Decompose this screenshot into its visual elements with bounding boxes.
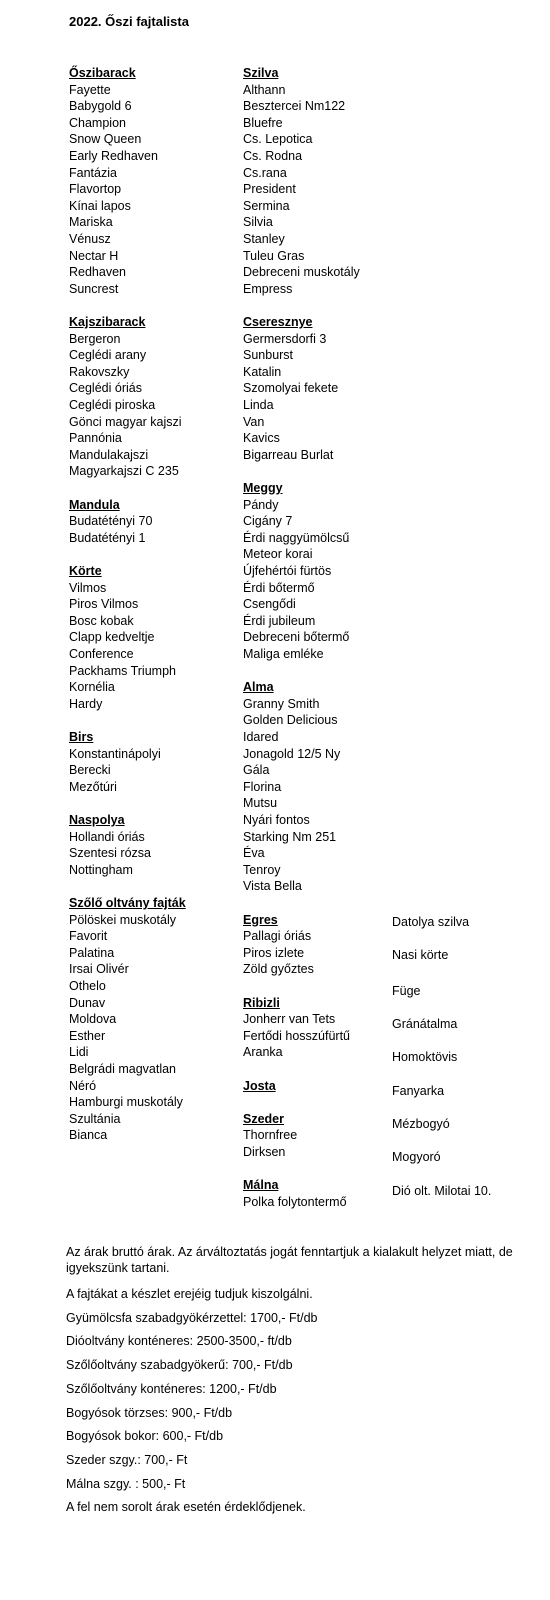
variety-item: Fertődi hosszúfürtű: [243, 1028, 350, 1043]
variety-item: Snow Queen: [69, 132, 142, 147]
variety-item: Linda: [243, 398, 274, 412]
price-note: Bogyósok törzses: 900,- Ft/db: [66, 1405, 233, 1420]
variety-item: Cs. Lepotica: [243, 132, 313, 147]
price-note: A fel nem sorolt árak esetén érdeklődjenek.: [66, 1500, 306, 1515]
variety-item: Othelo: [69, 979, 106, 993]
variety-item: Aranka: [243, 1045, 283, 1060]
variety-item: Budatétényi 70: [69, 514, 153, 529]
variety-item: Vénusz: [69, 232, 111, 246]
variety-item: Idared: [243, 730, 279, 744]
extra-variety-item: Fanyarka: [392, 1084, 445, 1098]
variety-item: Mariska: [69, 215, 113, 230]
section-heading: Mandula: [69, 497, 120, 512]
variety-item: Fayette: [69, 82, 111, 97]
variety-item: Sermina: [243, 198, 290, 213]
extra-variety-item: Datolya szilva: [392, 915, 470, 929]
variety-item: Meteor korai: [243, 547, 313, 562]
extra-variety-item: Füge: [392, 984, 421, 998]
variety-item: Hamburgi muskotály: [69, 1095, 183, 1110]
variety-item: Gála: [243, 763, 270, 778]
extra-variety-item: Nasi körte: [392, 948, 449, 962]
price-note: Szeder szgy.: 700,- Ft: [66, 1452, 188, 1467]
variety-item: Irsai Olivér: [69, 962, 129, 977]
variety-item: Szomolyai fekete: [243, 381, 339, 396]
variety-item: Hardy: [69, 696, 103, 711]
variety-item: Bluefre: [243, 115, 283, 130]
variety-item: Dunav: [69, 995, 106, 1010]
variety-item: Bosc kobak: [69, 613, 134, 628]
section-heading: Cseresznye: [243, 315, 313, 329]
page-title: 2022. Őszi fajtalista: [69, 14, 189, 29]
variety-item: Konstantinápolyi: [69, 746, 161, 761]
variety-item: Érdi naggyümölcsű: [243, 530, 350, 545]
variety-item: Lidi: [69, 1045, 89, 1060]
variety-item: Magyarkajszi C 235: [69, 464, 179, 479]
variety-item: Jonagold 12/5 Ny: [243, 746, 341, 761]
variety-item: Germersdorfi 3: [243, 331, 327, 346]
variety-item: Mandulakajszi: [69, 447, 149, 462]
variety-item: Thornfree: [243, 1128, 298, 1143]
variety-item: Csengődi: [243, 597, 296, 612]
variety-item: Van: [243, 414, 265, 429]
variety-item: Besztercei Nm122: [243, 99, 346, 114]
section-heading: Alma: [243, 680, 274, 695]
variety-item: Favorit: [69, 929, 108, 944]
section-heading: Szeder: [243, 1111, 284, 1126]
variety-item: Debreceni bőtermő: [243, 630, 350, 645]
variety-item: Polka folytontermő: [243, 1194, 347, 1209]
variety-item: Katalin: [243, 364, 282, 379]
variety-item: Kínai lapos: [69, 198, 131, 213]
price-note: Szőlőoltvány szabadgyökerű: 700,- Ft/db: [66, 1358, 293, 1373]
price-note: Szőlőoltvány konténeres: 1200,- Ft/db: [66, 1381, 277, 1396]
variety-item: Kavics: [243, 431, 280, 446]
extra-variety-item: Dió olt. Milotai 10.: [392, 1184, 492, 1198]
variety-item: Bigarreau Burlat: [243, 447, 334, 462]
variety-item: Újfehértói fürtös: [243, 564, 332, 578]
variety-item: Vilmos: [69, 580, 107, 595]
variety-item: Piros izlete: [243, 945, 305, 960]
variety-item: Packhams Triumph: [69, 663, 176, 678]
variety-item: Golden Delicious: [243, 713, 338, 728]
section-heading: Naspolya: [69, 813, 125, 827]
variety-item: Palatina: [69, 945, 115, 960]
variety-item: Nottingham: [69, 862, 133, 877]
variety-item: Redhaven: [69, 265, 126, 280]
variety-item: Sunburst: [243, 348, 294, 363]
variety-item: Budatétényi 1: [69, 530, 146, 545]
variety-item: Clapp kedveltje: [69, 630, 155, 645]
variety-item: Szentesi rózsa: [69, 846, 151, 861]
variety-item: Althann: [243, 82, 286, 97]
variety-item: Szultánia: [69, 1111, 121, 1126]
variety-item: Tenroy: [243, 862, 281, 877]
section-heading: Kajszibarack: [69, 315, 146, 329]
price-note: Málna szgy. : 500,- Ft: [66, 1476, 186, 1491]
variety-item: Bianca: [69, 1128, 108, 1143]
section-heading: Meggy: [243, 481, 283, 495]
variety-item: Gönci magyar kajszi: [69, 414, 182, 429]
extra-variety-item: Mézbogyó: [392, 1117, 450, 1131]
variety-item: Dirksen: [243, 1145, 286, 1159]
variety-item: Nectar H: [69, 248, 119, 263]
variety-item: Vista Bella: [243, 879, 302, 894]
variety-item: Cigány 7: [243, 514, 293, 529]
variety-item: Cs.rana: [243, 165, 287, 180]
variety-item: Nyári fontos: [243, 813, 310, 827]
section-heading: Egres: [243, 912, 278, 927]
variety-item: Pölöskei muskotály: [69, 912, 176, 927]
variety-item: Moldova: [69, 1012, 117, 1027]
variety-item: Pallagi óriás: [243, 929, 312, 944]
variety-item: Bergeron: [69, 331, 121, 346]
variety-item: Early Redhaven: [69, 149, 158, 163]
section-heading: Josta: [243, 1078, 276, 1093]
extra-variety-item: Gránátalma: [392, 1017, 458, 1031]
variety-item: Belgrádi magvatlan: [69, 1062, 177, 1076]
variety-item: Fantázia: [69, 165, 117, 180]
variety-item: Champion: [69, 115, 126, 130]
price-note: A fajtákat a készlet erejéig tudjuk kiszolgálni.: [66, 1287, 313, 1301]
variety-item: Pándy: [243, 497, 279, 512]
variety-item: Cs. Rodna: [243, 149, 303, 163]
variety-item: Florina: [243, 779, 282, 794]
variety-item: Érdi bőtermő: [243, 580, 315, 595]
variety-item: Piros Vilmos: [69, 597, 139, 612]
variety-item: Jonherr van Tets: [243, 1012, 336, 1027]
variety-item: Starking Nm 251: [243, 829, 337, 844]
price-note: Bogyósok bokor: 600,- Ft/db: [66, 1429, 224, 1444]
price-note: Az árak bruttó árak. Az árváltoztatás jogát fenntartjuk a kialakult helyzet miatt, de igyekszünk tartani.: [66, 1245, 513, 1275]
variety-item: Néró: [69, 1078, 97, 1093]
extra-variety-item: Mogyoró: [392, 1150, 441, 1164]
variety-item: Zöld győztes: [243, 962, 314, 977]
variety-item: Debreceni muskotály: [243, 265, 360, 280]
variety-item: Mezőtúri: [69, 779, 117, 794]
section-heading: Málna: [243, 1178, 279, 1193]
extra-variety-item: Homoktövis: [392, 1050, 458, 1064]
variety-item: Rakovszky: [69, 364, 130, 379]
variety-item: Érdi jubileum: [243, 613, 316, 628]
variety-item: Mutsu: [243, 796, 278, 811]
variety-item: Babygold 6: [69, 99, 132, 114]
variety-item: Pannónia: [69, 431, 122, 446]
variety-item: Maliga emléke: [243, 647, 324, 661]
variety-item: President: [243, 182, 296, 197]
variety-item: Esther: [69, 1028, 106, 1043]
variety-item: Ceglédi óriás: [69, 381, 142, 396]
section-heading: Ribizli: [243, 995, 280, 1010]
variety-item: Ceglédi piroska: [69, 398, 156, 412]
variety-item: Hollandi óriás: [69, 829, 145, 844]
price-note: Gyümölcsfa szabadgyökérzettel: 1700,- Ft/db: [66, 1310, 318, 1325]
variety-item: Suncrest: [69, 281, 119, 296]
variety-item: Kornélia: [69, 680, 115, 695]
variety-item: Conference: [69, 647, 134, 661]
section-heading: Őszibarack: [69, 66, 136, 80]
variety-item: Ceglédi arany: [69, 348, 147, 363]
variety-item: Stanley: [243, 232, 285, 246]
section-heading: Birs: [69, 730, 94, 744]
variety-item: Flavortop: [69, 182, 122, 197]
section-heading: Körte: [69, 564, 102, 578]
variety-item: Tuleu Gras: [243, 248, 305, 263]
section-heading: Szőlő oltvány fajták: [69, 896, 186, 910]
variety-item: Empress: [243, 281, 293, 296]
variety-item: Éva: [243, 846, 265, 861]
variety-item: Granny Smith: [243, 696, 320, 711]
section-heading: Szilva: [243, 66, 279, 80]
variety-item: Berecki: [69, 763, 111, 778]
price-note: Dióoltvány konténeres: 2500-3500,- ft/db: [66, 1334, 292, 1349]
variety-item: Silvia: [243, 215, 273, 230]
